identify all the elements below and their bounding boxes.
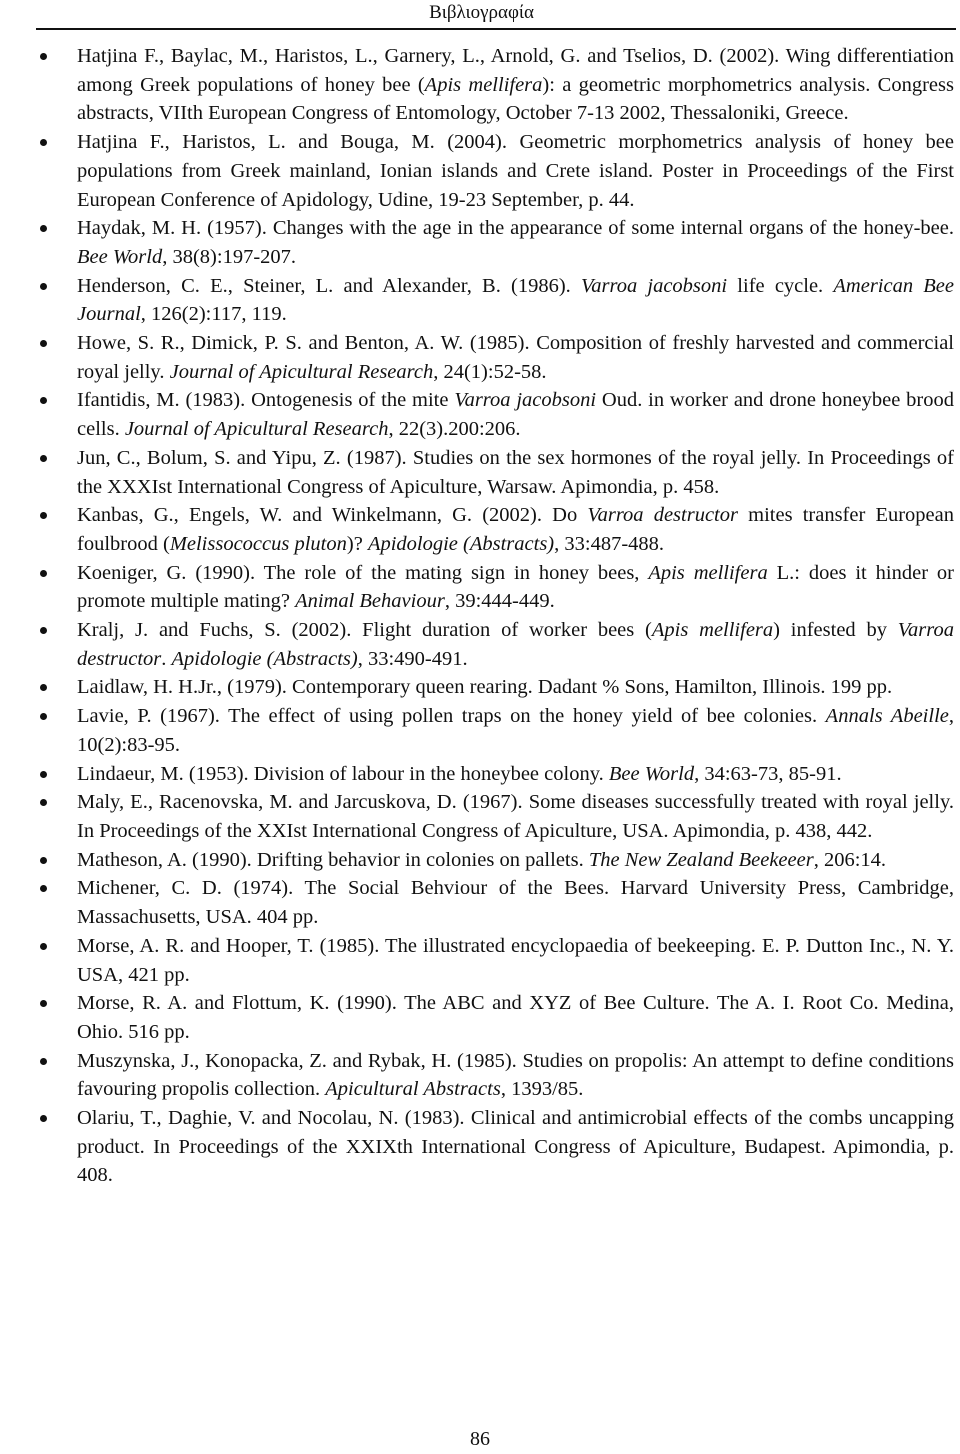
- reference-italic-text: Apis mellifera: [424, 73, 543, 96]
- reference-entry: [0, 874, 960, 931]
- reference-entry: [0, 702, 960, 759]
- bullet-icon: [40, 1058, 47, 1065]
- reference-text: Maly, E., Racenovska, M. and Jarcuskova, D. (1967). Some diseases successfully treated with royal jelly. In Proceedings of the XXIst International Congress of Apiculture, USA. Apimondia, p. 438, 442.: [77, 791, 954, 842]
- bullet-icon: [40, 283, 47, 290]
- page-number: 86: [470, 1428, 490, 1450]
- reference-entry: [0, 272, 960, 329]
- reference-entry: [0, 386, 960, 443]
- reference-text: Kanbas, G., Engels, W. and Winkelmann, G. (2002). Do: [77, 504, 588, 527]
- reference-text: , 24(1):52-58.: [433, 360, 547, 383]
- reference-text: Olariu, T., Daghie, V. and Nocolau, N. (1983). Clinical and antimicrobial effects of the combs uncapping product. In Proceedings of the XXIXth International Congress of Apiculture, Budapest. Apimondia, p. 408.: [77, 1107, 954, 1187]
- bullet-icon: [40, 1000, 47, 1007]
- reference-italic-text: Animal Behaviour: [295, 590, 445, 613]
- reference-entry: [0, 128, 960, 214]
- reference-italic-text: Varroa destructor: [77, 619, 954, 670]
- reference-italic-text: Apis mellifera: [651, 619, 774, 642]
- bullet-icon: [40, 225, 47, 232]
- bullet-icon: [40, 684, 47, 691]
- reference-entry: [0, 616, 960, 673]
- bullet-icon: [40, 455, 47, 462]
- reference-text: .: [161, 647, 172, 670]
- reference-italic-text: American Bee Journal: [77, 274, 955, 326]
- reference-entry: [0, 760, 960, 789]
- bullet-icon: [40, 857, 47, 864]
- reference-entry: [0, 501, 960, 558]
- reference-text: , 1393/85.: [500, 1078, 584, 1101]
- reference-text: , 10(2):83-95.: [77, 705, 954, 756]
- reference-text: Lavie, P. (1967). The effect of using pollen traps on the honey yield of bee colonies.: [77, 705, 826, 728]
- reference-entry: [0, 329, 960, 386]
- running-header-title: Βιβλιογραφία: [429, 2, 534, 23]
- reference-text: life cycle.: [727, 274, 834, 297]
- reference-text: Koeniger, G. (1990). The role of the mating sign in honey bees,: [77, 561, 649, 584]
- header-rule: [36, 28, 956, 30]
- reference-text: Matheson, A. (1990). Drifting behavior in colonies on pallets.: [77, 848, 589, 871]
- bullet-icon: [40, 627, 47, 634]
- reference-italic-text: Apicultural Abstracts: [325, 1078, 501, 1101]
- reference-entry: [0, 932, 960, 989]
- reference-text: , 126(2):117, 119.: [140, 303, 287, 326]
- reference-text: mites transfer European foulbrood (: [77, 504, 955, 555]
- reference-italic-text: Varroa jacobsoni: [581, 274, 728, 297]
- reference-entry: [0, 444, 960, 501]
- reference-italic-text: Journal of Apicultural Research: [124, 418, 389, 441]
- reference-text: Kralj, J. and Fuchs, S. (2002). Flight duration of worker bees (: [77, 619, 652, 642]
- bullet-icon: [40, 53, 47, 60]
- reference-list: [0, 42, 960, 1190]
- reference-italic-text: The New Zealand Beekeeer: [588, 848, 814, 871]
- bullet-icon: [40, 943, 47, 950]
- bullet-icon: [40, 771, 47, 778]
- reference-text: , 22(3).200:206.: [388, 418, 521, 441]
- reference-text: ): a geometric morphometrics analysis. Congress abstracts, VIIth European Congress of Entomology, October 7-13 2002, Thessaloniki, Greece.: [77, 73, 954, 125]
- reference-italic-text: Bee World: [77, 245, 163, 268]
- reference-text: , 33:490-491.: [357, 647, 468, 670]
- reference-text: , 38(8):197-207.: [162, 245, 297, 268]
- reference-text: , 34:63-73, 85-91.: [694, 762, 842, 785]
- reference-text: Laidlaw, H. H.Jr., (1979). Contemporary queen rearing. Dadant % Sons, Hamilton, Illinois. 199 pp.: [77, 676, 893, 699]
- reference-text: ) infested by: [773, 619, 898, 642]
- reference-entry: [0, 846, 960, 875]
- bullet-icon: [40, 340, 47, 347]
- reference-text: Hatjina F., Haristos, L. and Bouga, M. (2004). Geometric morphometrics analysis of honey bee populations from Greek mainland, Ionian islands and Crete island. Poster in Proceedings of the First European Conference of Apidology, Udine, 19-23 September, p. 44.: [77, 131, 954, 211]
- reference-italic-text: Varroa destructor: [587, 504, 738, 527]
- bullet-icon: [40, 885, 47, 892]
- reference-italic-text: Melissococcus pluton: [169, 532, 347, 555]
- reference-italic-text: Bee World: [608, 762, 695, 785]
- reference-text: )?: [346, 532, 368, 555]
- reference-italic-text: Annals Abeille: [825, 705, 949, 728]
- reference-italic-text: Apidologie (Abstracts): [367, 532, 555, 555]
- reference-text: , 39:444-449.: [444, 590, 555, 613]
- bullet-icon: [40, 397, 47, 404]
- reference-entry: [0, 989, 960, 1046]
- reference-text: , 206:14.: [813, 848, 887, 871]
- reference-text: Ifantidis, M. (1983). Ontogenesis of the mite: [77, 389, 455, 412]
- reference-text: Howe, S. R., Dimick, P. S. and Benton, A. W. (1985). Composition of freshly harvested and commercial royal jelly.: [77, 332, 954, 383]
- reference-italic-text: Apis mellifera: [648, 561, 768, 584]
- reference-entry: [0, 1047, 960, 1104]
- reference-text: Lindaeur, M. (1953). Division of labour in the honeybee colony.: [77, 762, 609, 785]
- reference-text: Jun, C., Bolum, S. and Yipu, Z. (1987). Studies on the sex hormones of the royal jelly. In Proceedings of the XXXIst International Congress of Apiculture, Warsaw. Apimondia, p. 458.: [77, 446, 954, 498]
- reference-text: Morse, A. R. and Hooper, T. (1985). The illustrated encyclopaedia of beekeeping. E. P. Dutton Inc., N. Y. USA, 421 pp.: [77, 934, 954, 986]
- reference-italic-text: Journal of Apicultural Research: [169, 360, 434, 383]
- reference-text: Haydak, M. H. (1957). Changes with the age in the appearance of some internal organs of the honey-bee.: [77, 217, 954, 240]
- reference-text: Hatjina F., Baylac, M., Haristos, L., Garnery, L., Arnold, G. and Tselios, D. (2002). Wing differentiation among Greek populations of honey bee (: [77, 45, 954, 96]
- reference-text: Muszynska, J., Konopacka, Z. and Rybak, H. (1985). Studies on propolis: An attempt to define conditions favouring propolis collection.: [77, 1049, 954, 1101]
- reference-entry: [0, 42, 960, 128]
- bullet-icon: [40, 713, 47, 720]
- reference-text: Oud. in worker and drone honeybee brood cells.: [77, 389, 954, 441]
- reference-italic-text: Varroa jacobsoni: [454, 389, 597, 412]
- bullet-icon: [40, 139, 47, 146]
- reference-entry: [0, 1104, 960, 1190]
- reference-entry: [0, 214, 960, 271]
- reference-text: Henderson, C. E., Steiner, L. and Alexander, B. (1986).: [77, 274, 581, 297]
- reference-italic-text: Apidologie (Abstracts): [171, 647, 358, 670]
- reference-entry: [0, 673, 960, 702]
- reference-text: Morse, R. A. and Flottum, K. (1990). The ABC and XYZ of Bee Culture. The A. I. Root Co. Medina, Ohio. 516 pp.: [77, 992, 954, 1043]
- bullet-icon: [40, 570, 47, 577]
- reference-entry: [0, 788, 960, 845]
- bullet-icon: [40, 512, 47, 519]
- reference-text: L.: does it hinder or promote multiple mating?: [77, 561, 954, 613]
- reference-text: , 33:487-488.: [554, 532, 665, 555]
- bullet-icon: [40, 1115, 47, 1122]
- reference-entry: [0, 559, 960, 616]
- bullet-icon: [40, 799, 47, 806]
- reference-text: Michener, C. D. (1974). The Social Behviour of the Bees. Harvard University Press, Cambridge, Massachusetts, USA. 404 pp.: [77, 877, 954, 929]
